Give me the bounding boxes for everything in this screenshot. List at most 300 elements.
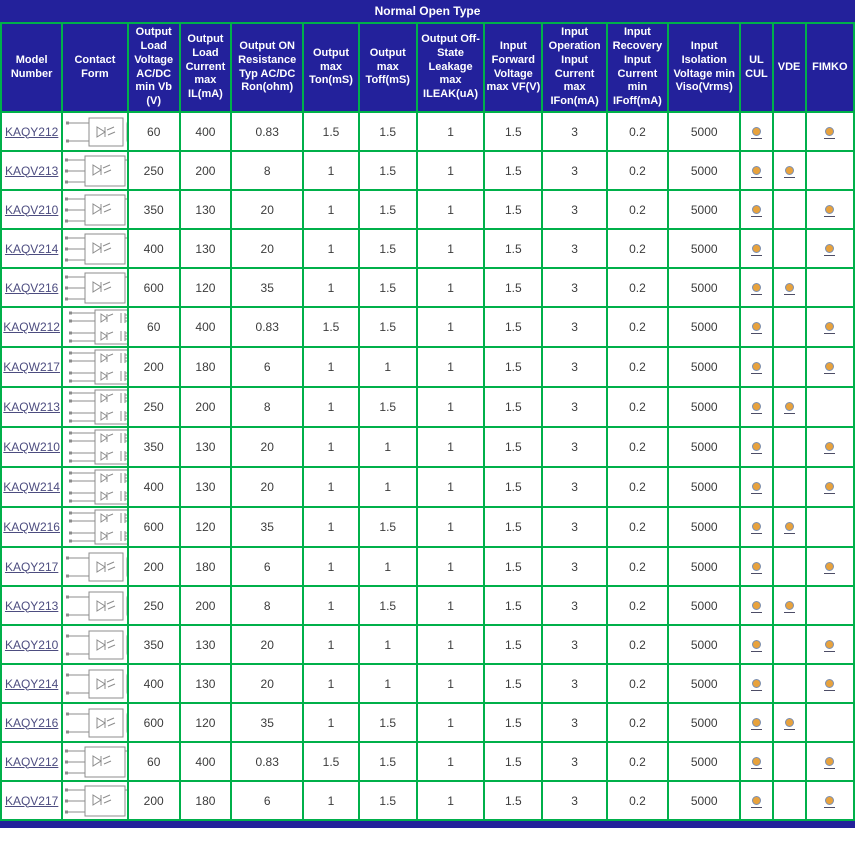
optomos-relay-1-form-a-4pin-circuit-icon	[63, 550, 127, 584]
cell-viso: 5000	[668, 625, 740, 664]
table-row	[1, 427, 854, 467]
certification-link-dot-icon	[752, 718, 761, 727]
cell-il: 120	[180, 703, 231, 742]
cell-ul_cul	[740, 151, 772, 190]
cell-ul_cul	[740, 742, 772, 781]
cell-vf: 1.5	[484, 625, 542, 664]
cell-ifoff: 0.2	[607, 151, 668, 190]
cell-toff: 1.5	[359, 268, 417, 307]
cell-viso: 5000	[668, 547, 740, 586]
model-link[interactable]: KAQV210	[4, 202, 59, 217]
ul-cul-cert-link[interactable]	[751, 441, 762, 454]
vde-cert-link[interactable]	[784, 717, 795, 730]
contact-form-cell	[62, 742, 127, 781]
ul-cul-cert-link[interactable]	[751, 204, 762, 217]
cell-fimko	[806, 742, 854, 781]
cell-ul_cul	[740, 507, 772, 547]
ul-cul-cert-link[interactable]	[751, 600, 762, 613]
model-link[interactable]: KAQW213	[3, 400, 60, 414]
vde-cert-link[interactable]	[784, 401, 795, 414]
cell-ul_cul	[740, 586, 772, 625]
cell-ifon: 3	[542, 112, 606, 151]
cell-fimko	[806, 229, 854, 268]
cell-vf: 1.5	[484, 507, 542, 547]
table-row	[1, 151, 854, 190]
ul-cul-cert-link[interactable]	[751, 756, 762, 769]
cell-toff: 1	[359, 547, 417, 586]
cell-ron: 20	[231, 664, 303, 703]
certification-link-dot-icon	[825, 562, 834, 571]
cell-vb: 200	[128, 347, 180, 387]
ul-cul-cert-link[interactable]	[751, 481, 762, 494]
cell-viso: 5000	[668, 347, 740, 387]
column-header-contact-form: Contact Form	[62, 23, 127, 112]
optomos-relay-1-form-a-6pin-circuit-icon	[63, 784, 127, 818]
optomos-relay-2-form-a-8pin-circuit-icon	[63, 428, 127, 466]
bottom-bar	[0, 821, 855, 828]
fimko-cert-link[interactable]	[824, 126, 835, 139]
cell-ileak: 1	[417, 507, 484, 547]
certification-link-dot-icon	[785, 166, 794, 175]
fimko-cert-link[interactable]	[824, 639, 835, 652]
fimko-cert-link[interactable]	[824, 361, 835, 374]
cell-ifon: 3	[542, 664, 606, 703]
cell-il: 180	[180, 781, 231, 820]
cell-ifoff: 0.2	[607, 307, 668, 347]
cell-ul_cul	[740, 781, 772, 820]
cell-viso: 5000	[668, 507, 740, 547]
cell-ron: 6	[231, 781, 303, 820]
cell-vde	[773, 742, 806, 781]
model-link[interactable]: KAQV216	[4, 280, 59, 295]
ul-cul-cert-link[interactable]	[751, 678, 762, 691]
certification-link-dot-icon	[752, 522, 761, 531]
cell-ron: 0.83	[231, 307, 303, 347]
cell-ul_cul	[740, 427, 772, 467]
cell-il: 200	[180, 151, 231, 190]
fimko-cert-link[interactable]	[824, 321, 835, 334]
cell-il: 200	[180, 387, 231, 427]
certification-link-dot-icon	[825, 322, 834, 331]
cell-viso: 5000	[668, 742, 740, 781]
cell-viso: 5000	[668, 190, 740, 229]
cell-vb: 250	[128, 151, 180, 190]
cell-vb: 400	[128, 467, 180, 507]
table-row	[1, 664, 854, 703]
contact-form-cell	[62, 547, 127, 586]
cell-viso: 5000	[668, 151, 740, 190]
model-link[interactable]: KAQW216	[3, 520, 60, 534]
contact-form-cell	[62, 190, 127, 229]
model-link[interactable]: KAQV214	[4, 241, 59, 256]
cell-ul_cul	[740, 547, 772, 586]
table-row	[1, 307, 854, 347]
table-row	[1, 781, 854, 820]
certification-link-dot-icon	[752, 679, 761, 688]
column-header-output-max-ton: Output max Ton(mS)	[303, 23, 358, 112]
ul-cul-cert-link[interactable]	[751, 521, 762, 534]
cell-ileak: 1	[417, 781, 484, 820]
model-link[interactable]: KAQY210	[4, 637, 59, 652]
fimko-cert-link[interactable]	[824, 756, 835, 769]
cell-vf: 1.5	[484, 742, 542, 781]
cell-ron: 8	[231, 586, 303, 625]
cell-model	[1, 625, 62, 664]
cell-ileak: 1	[417, 427, 484, 467]
cell-vde	[773, 307, 806, 347]
contact-form-cell	[62, 781, 127, 820]
column-header-model-number: Model Number	[1, 23, 62, 112]
cell-il: 130	[180, 625, 231, 664]
cell-ron: 20	[231, 229, 303, 268]
cell-vb: 600	[128, 268, 180, 307]
cell-vf: 1.5	[484, 151, 542, 190]
optomos-relay-1-form-a-4pin-circuit-icon	[63, 115, 127, 149]
cell-ileak: 1	[417, 151, 484, 190]
cell-fimko	[806, 268, 854, 307]
contact-form-cell	[62, 347, 127, 387]
cell-vb: 200	[128, 781, 180, 820]
cell-vde	[773, 625, 806, 664]
cell-vde	[773, 347, 806, 387]
cell-ileak: 1	[417, 625, 484, 664]
cell-ron: 20	[231, 190, 303, 229]
cell-toff: 1.5	[359, 742, 417, 781]
cell-ron: 35	[231, 268, 303, 307]
column-header-output-offstate-leakage: Output Off-State Leakage max ILEAK(uA)	[417, 23, 484, 112]
certification-link-dot-icon	[752, 362, 761, 371]
cell-il: 200	[180, 586, 231, 625]
cell-fimko	[806, 427, 854, 467]
model-link[interactable]: KAQY214	[4, 676, 59, 691]
cell-model	[1, 112, 62, 151]
cell-vf: 1.5	[484, 586, 542, 625]
fimko-cert-link[interactable]	[824, 481, 835, 494]
certification-link-dot-icon	[825, 757, 834, 766]
cell-vb: 350	[128, 625, 180, 664]
cell-vf: 1.5	[484, 268, 542, 307]
cell-ron: 0.83	[231, 742, 303, 781]
ul-cul-cert-link[interactable]	[751, 165, 762, 178]
certification-link-dot-icon	[752, 127, 761, 136]
cell-model	[1, 190, 62, 229]
cell-ifoff: 0.2	[607, 507, 668, 547]
cell-viso: 5000	[668, 703, 740, 742]
column-header-vde: VDE	[773, 23, 806, 112]
ul-cul-cert-link[interactable]	[751, 401, 762, 414]
cell-il: 130	[180, 664, 231, 703]
cell-viso: 5000	[668, 781, 740, 820]
cell-vf: 1.5	[484, 387, 542, 427]
cell-fimko	[806, 151, 854, 190]
contact-form-cell	[62, 586, 127, 625]
cell-vde	[773, 703, 806, 742]
column-header-output-load-current: Output Load Current max IL(mA)	[180, 23, 231, 112]
certification-link-dot-icon	[825, 205, 834, 214]
cell-ron: 8	[231, 387, 303, 427]
fimko-cert-link[interactable]	[824, 678, 835, 691]
contact-form-cell	[62, 625, 127, 664]
cell-vf: 1.5	[484, 781, 542, 820]
cell-vb: 200	[128, 547, 180, 586]
column-header-output-max-toff: Output max Toff(mS)	[359, 23, 417, 112]
table-row	[1, 586, 854, 625]
cell-ileak: 1	[417, 703, 484, 742]
cell-ton: 1	[303, 467, 358, 507]
cell-ifon: 3	[542, 742, 606, 781]
column-header-ul-cul: UL CUL	[740, 23, 772, 112]
model-link[interactable]: KAQW214	[3, 480, 60, 494]
cell-ton: 1	[303, 190, 358, 229]
optomos-relay-2-form-a-8pin-circuit-icon	[63, 348, 127, 386]
cell-ron: 6	[231, 347, 303, 387]
cell-ron: 20	[231, 467, 303, 507]
cell-ron: 20	[231, 625, 303, 664]
fimko-cert-link[interactable]	[824, 795, 835, 808]
cell-viso: 5000	[668, 112, 740, 151]
certification-link-dot-icon	[752, 166, 761, 175]
cell-viso: 5000	[668, 467, 740, 507]
cell-ul_cul	[740, 268, 772, 307]
cell-ileak: 1	[417, 586, 484, 625]
ul-cul-cert-link[interactable]	[751, 361, 762, 374]
ul-cul-cert-link[interactable]	[751, 126, 762, 139]
cell-fimko	[806, 190, 854, 229]
cell-ifon: 3	[542, 781, 606, 820]
cell-ron: 35	[231, 703, 303, 742]
cell-fimko	[806, 347, 854, 387]
cell-toff: 1	[359, 625, 417, 664]
cell-model	[1, 703, 62, 742]
table-row	[1, 507, 854, 547]
cell-model	[1, 742, 62, 781]
cell-toff: 1	[359, 427, 417, 467]
table-title: Normal Open Type	[0, 0, 855, 22]
model-link[interactable]: KAQY217	[4, 559, 59, 574]
ul-cul-cert-link[interactable]	[751, 282, 762, 295]
optomos-relay-1-form-a-4pin-circuit-icon	[63, 706, 127, 740]
cell-ton: 1	[303, 586, 358, 625]
cell-model	[1, 229, 62, 268]
cell-ton: 1	[303, 625, 358, 664]
column-header-output-load-voltage: Output Load Voltage AC/DC min Vb (V)	[128, 23, 180, 112]
cell-ton: 1.5	[303, 112, 358, 151]
cell-ileak: 1	[417, 268, 484, 307]
column-header-input-isolation-voltage: Input Isolation Voltage min Viso(Vrms)	[668, 23, 740, 112]
contact-form-cell	[62, 307, 127, 347]
vde-cert-link[interactable]	[784, 521, 795, 534]
cell-vf: 1.5	[484, 112, 542, 151]
cell-ton: 1	[303, 268, 358, 307]
cell-model	[1, 307, 62, 347]
cell-ileak: 1	[417, 229, 484, 268]
cell-ul_cul	[740, 307, 772, 347]
cell-model	[1, 151, 62, 190]
cell-ton: 1	[303, 703, 358, 742]
cell-ifoff: 0.2	[607, 781, 668, 820]
cell-fimko	[806, 664, 854, 703]
cell-fimko	[806, 547, 854, 586]
cell-ifon: 3	[542, 387, 606, 427]
cell-viso: 5000	[668, 664, 740, 703]
table-body	[1, 112, 854, 820]
column-header-input-forward-voltage: Input Forward Voltage max VF(V)	[484, 23, 542, 112]
model-link[interactable]: KAQY216	[4, 715, 59, 730]
optomos-relay-1-form-a-6pin-circuit-icon	[63, 745, 127, 779]
cell-vf: 1.5	[484, 547, 542, 586]
model-link[interactable]: KAQW210	[3, 440, 60, 454]
model-link[interactable]: KAQY213	[4, 598, 59, 613]
vde-cert-link[interactable]	[784, 600, 795, 613]
cell-toff: 1.5	[359, 190, 417, 229]
cell-ifoff: 0.2	[607, 229, 668, 268]
cell-model	[1, 347, 62, 387]
cell-ifon: 3	[542, 547, 606, 586]
cell-vf: 1.5	[484, 467, 542, 507]
cell-ileak: 1	[417, 547, 484, 586]
cell-vb: 600	[128, 507, 180, 547]
cell-il: 400	[180, 112, 231, 151]
ul-cul-cert-link[interactable]	[751, 795, 762, 808]
certification-link-dot-icon	[785, 718, 794, 727]
cell-model	[1, 781, 62, 820]
ul-cul-cert-link[interactable]	[751, 321, 762, 334]
model-link[interactable]: KAQW212	[3, 320, 60, 334]
certification-link-dot-icon	[752, 562, 761, 571]
model-link[interactable]: KAQV212	[4, 754, 59, 769]
cell-vf: 1.5	[484, 664, 542, 703]
cell-ron: 20	[231, 427, 303, 467]
cell-ul_cul	[740, 112, 772, 151]
cell-model	[1, 664, 62, 703]
cell-viso: 5000	[668, 387, 740, 427]
cell-vf: 1.5	[484, 703, 542, 742]
cell-ul_cul	[740, 467, 772, 507]
cell-il: 130	[180, 229, 231, 268]
cell-ifoff: 0.2	[607, 742, 668, 781]
ul-cul-cert-link[interactable]	[751, 243, 762, 256]
contact-form-cell	[62, 427, 127, 467]
cell-viso: 5000	[668, 586, 740, 625]
cell-vde	[773, 586, 806, 625]
ul-cul-cert-link[interactable]	[751, 639, 762, 652]
certification-link-dot-icon	[785, 601, 794, 610]
certification-link-dot-icon	[825, 640, 834, 649]
cell-ifoff: 0.2	[607, 387, 668, 427]
cell-model	[1, 547, 62, 586]
cell-ifon: 3	[542, 307, 606, 347]
cell-vf: 1.5	[484, 307, 542, 347]
cell-ileak: 1	[417, 387, 484, 427]
cell-ifon: 3	[542, 703, 606, 742]
cell-ileak: 1	[417, 190, 484, 229]
cell-ifon: 3	[542, 586, 606, 625]
cell-model	[1, 586, 62, 625]
spec-table	[0, 22, 855, 821]
cell-vde	[773, 507, 806, 547]
table-row	[1, 268, 854, 307]
cell-ron: 35	[231, 507, 303, 547]
cell-ton: 1	[303, 664, 358, 703]
cell-vde	[773, 427, 806, 467]
cell-vde	[773, 229, 806, 268]
model-link[interactable]: KAQV217	[4, 793, 59, 808]
certification-link-dot-icon	[752, 482, 761, 491]
certification-link-dot-icon	[752, 402, 761, 411]
certification-link-dot-icon	[752, 640, 761, 649]
cell-fimko	[806, 625, 854, 664]
cell-ifon: 3	[542, 268, 606, 307]
cell-ul_cul	[740, 229, 772, 268]
ul-cul-cert-link[interactable]	[751, 717, 762, 730]
cell-ul_cul	[740, 190, 772, 229]
cell-ifon: 3	[542, 151, 606, 190]
model-link[interactable]: KAQW217	[3, 360, 60, 374]
cell-fimko	[806, 467, 854, 507]
ul-cul-cert-link[interactable]	[751, 561, 762, 574]
fimko-cert-link[interactable]	[824, 561, 835, 574]
optomos-relay-1-form-a-6pin-circuit-icon	[63, 271, 127, 305]
contact-form-cell	[62, 151, 127, 190]
cell-toff: 1.5	[359, 703, 417, 742]
cell-model	[1, 507, 62, 547]
cell-vde	[773, 781, 806, 820]
optomos-relay-1-form-a-6pin-circuit-icon	[63, 154, 127, 188]
certification-link-dot-icon	[752, 205, 761, 214]
cell-ifoff: 0.2	[607, 112, 668, 151]
cell-vf: 1.5	[484, 347, 542, 387]
optomos-relay-2-form-a-8pin-circuit-icon	[63, 388, 127, 426]
cell-ifoff: 0.2	[607, 268, 668, 307]
certification-link-dot-icon	[825, 244, 834, 253]
cell-vb: 250	[128, 586, 180, 625]
header-row	[1, 23, 854, 112]
table-row	[1, 625, 854, 664]
model-link[interactable]: KAQY212	[4, 124, 59, 139]
cell-vb: 350	[128, 190, 180, 229]
model-link[interactable]: KAQV213	[4, 163, 59, 178]
certification-link-dot-icon	[785, 522, 794, 531]
cell-vde	[773, 387, 806, 427]
cell-vde	[773, 268, 806, 307]
certification-link-dot-icon	[752, 283, 761, 292]
contact-form-cell	[62, 467, 127, 507]
table-row	[1, 229, 854, 268]
optomos-relay-2-form-a-8pin-circuit-icon	[63, 308, 127, 346]
fimko-cert-link[interactable]	[824, 243, 835, 256]
contact-form-cell	[62, 112, 127, 151]
vde-cert-link[interactable]	[784, 282, 795, 295]
cell-il: 120	[180, 507, 231, 547]
column-header-input-operation-current: Input Operation Input Current max IFon(mA)	[542, 23, 606, 112]
cell-ifon: 3	[542, 190, 606, 229]
cell-ifoff: 0.2	[607, 664, 668, 703]
cell-ron: 0.83	[231, 112, 303, 151]
cell-il: 180	[180, 547, 231, 586]
cell-vb: 400	[128, 229, 180, 268]
cell-model	[1, 387, 62, 427]
cell-ileak: 1	[417, 664, 484, 703]
vde-cert-link[interactable]	[784, 165, 795, 178]
cell-toff: 1.5	[359, 781, 417, 820]
cell-ul_cul	[740, 387, 772, 427]
cell-ileak: 1	[417, 742, 484, 781]
fimko-cert-link[interactable]	[824, 204, 835, 217]
cell-ron: 6	[231, 547, 303, 586]
table-row	[1, 547, 854, 586]
certification-link-dot-icon	[825, 442, 834, 451]
fimko-cert-link[interactable]	[824, 441, 835, 454]
